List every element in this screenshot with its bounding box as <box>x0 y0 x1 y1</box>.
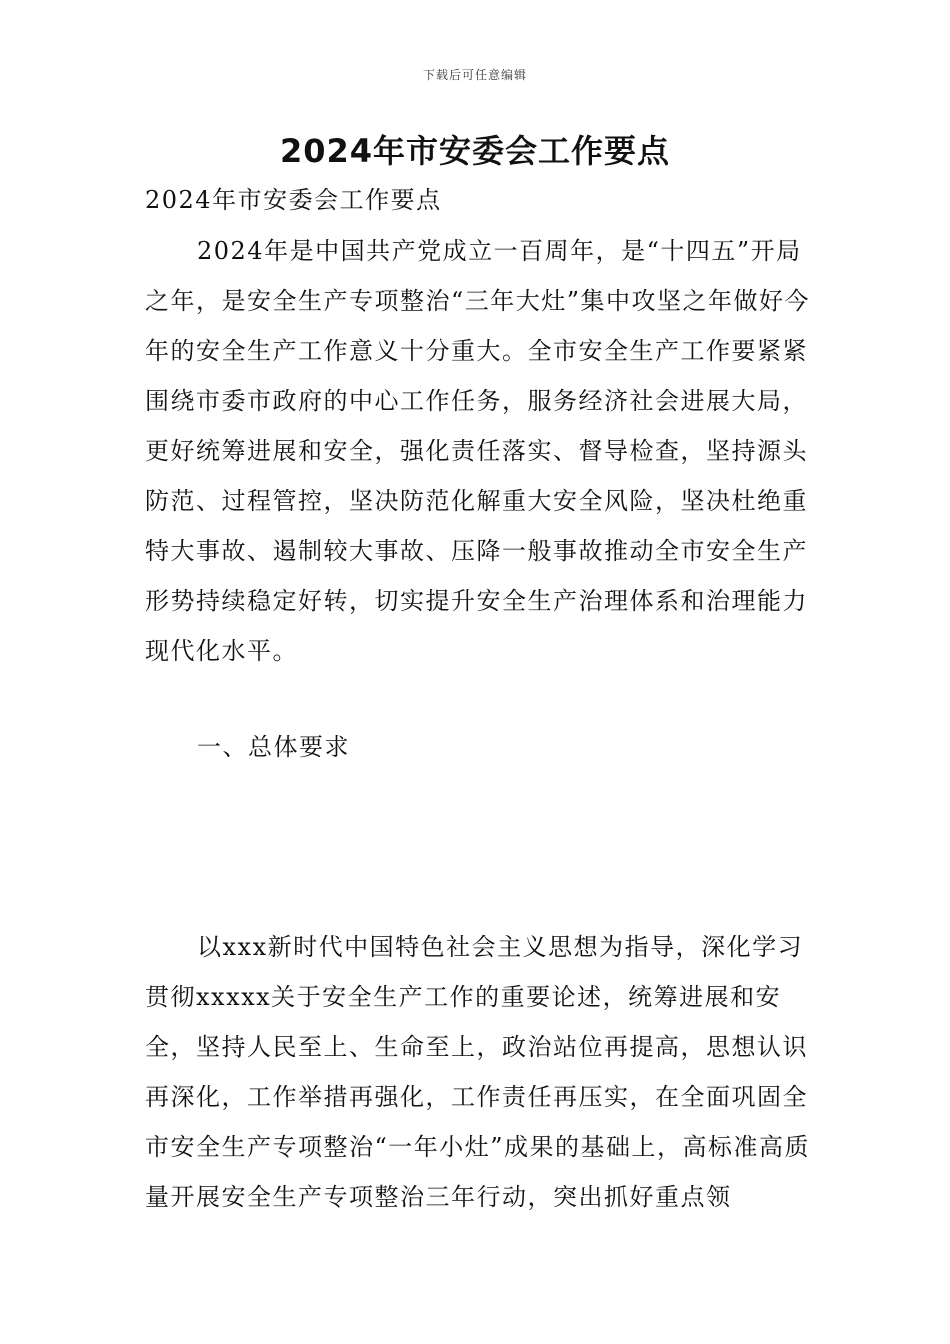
document-title: 2024年市安委会工作要点 <box>279 132 671 170</box>
paragraph-intro: 2024年是中国共产党成立一百周年，是“十四五”开局之年，是安全生产专项整治“三年大灶”集中攻坚之年做好今年的安全生产工作意义十分重大。全市安全生产工作要紧紧围绕市委市政府的中心工作任务，服务经济社会进展大局，更好统筹进展和安全，强化责任落实、督导检查，坚持源头防范、过程管控，坚决防范化解重大安全风险，坚决杜绝重特大事故、遏制较大事故、压降一般事故推动全市安全生产形势持续稳定好转，切实提升安全生产治理体系和治理能力现代化水平。 <box>145 237 811 665</box>
section-heading: 一、总体要求 <box>197 733 350 761</box>
document-subtitle: 2024年市安委会工作要点 <box>145 186 442 214</box>
header-note: 下载后可任意编辑 <box>422 68 527 82</box>
paragraph-general-requirements: 以xxx新时代中国特色社会主义思想为指导，深化学习贯彻xxxxx关于安全生产工作的重要论述，统筹进展和安全，坚持人民至上、生命至上，政治站位再提高，思想认识再深化，工作举措再强化，工作责任再压实，在全面巩固全市安全生产专项整治“一年小灶”成果的基础上，高标准高质量开展安全生产专项整治三年行动，突出抓好重点领 <box>145 933 811 1211</box>
